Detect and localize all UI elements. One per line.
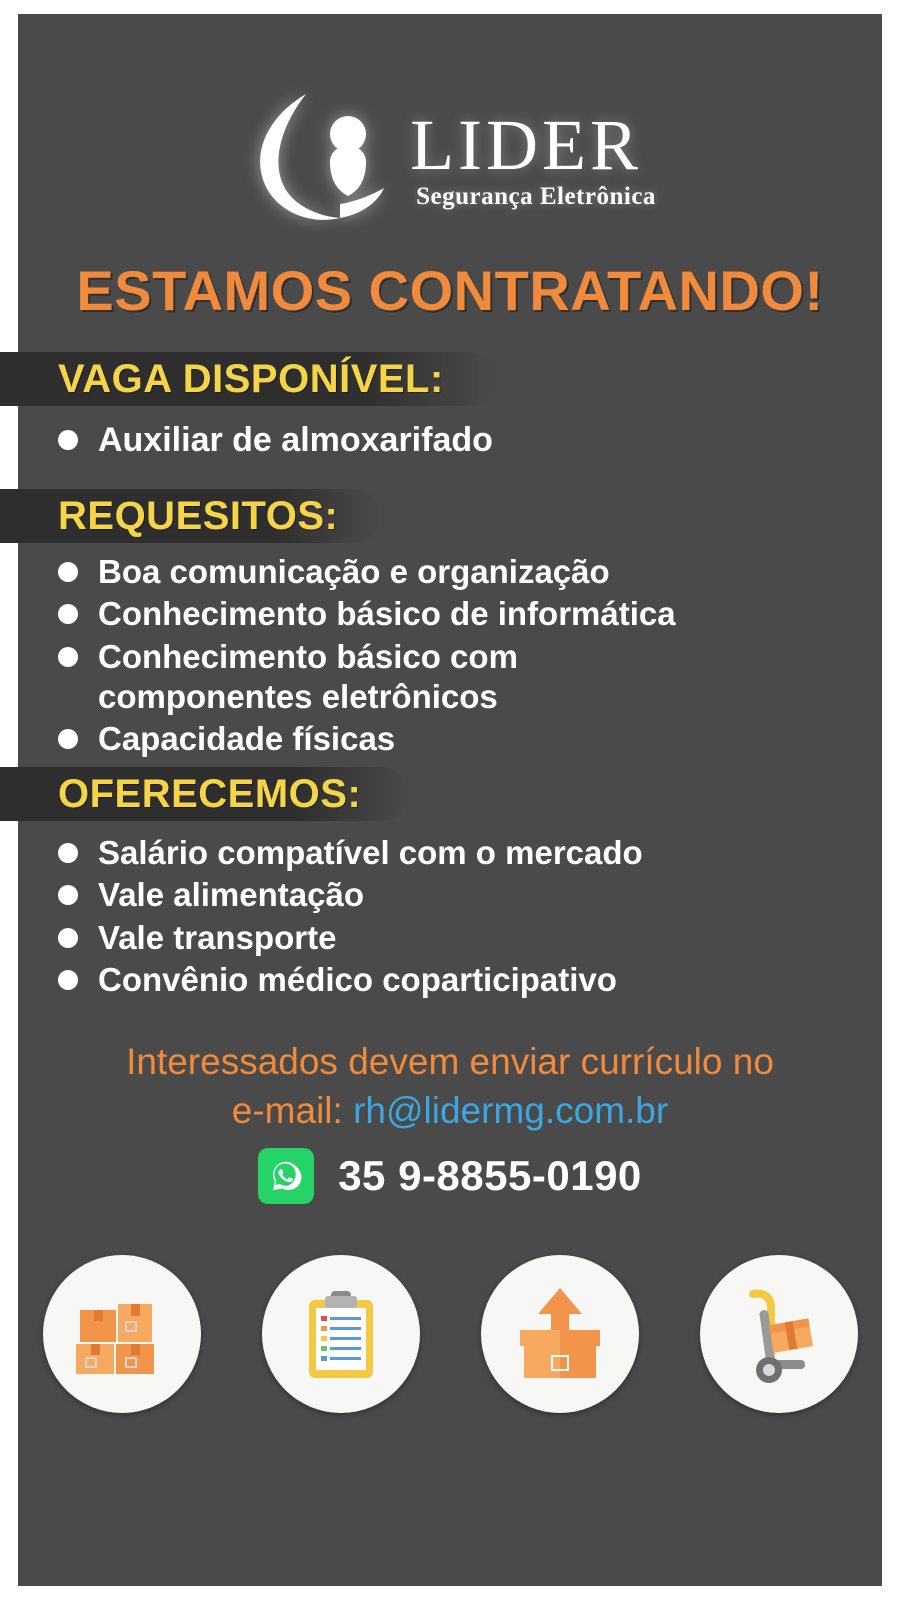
company-logo: [0, 74, 900, 244]
email-address[interactable]: rh@lidermg.com.br: [353, 1089, 669, 1131]
stacked-boxes-icon: [43, 1255, 201, 1413]
top-border: [0, 0, 900, 14]
logo-wordmark: [410, 104, 656, 211]
company-name: LIDER: [410, 104, 643, 185]
footer-icons: [0, 1255, 900, 1413]
list-item: [58, 875, 860, 915]
bottom-border: [0, 1586, 900, 1600]
bullet-icon: [58, 928, 78, 948]
list-item-label: Salário compatível com o mercado: [98, 834, 643, 871]
bullet-icon: [58, 885, 78, 905]
list-item-label: Boa comunicação e organização: [98, 553, 610, 590]
list-item-label: Capacidade físicas: [98, 720, 396, 757]
section-header-vaga: [0, 352, 495, 406]
section-title: REQUESITOS:: [58, 493, 339, 538]
company-tagline: Segurança Eletrônica: [416, 183, 656, 211]
list-item: [58, 833, 860, 873]
section-header-requesitos: [0, 489, 380, 543]
list-item-label: Conhecimento básico com componentes eletrônicos: [98, 637, 518, 715]
phone-row[interactable]: [0, 1148, 900, 1204]
list-vaga: [58, 420, 860, 467]
whatsapp-icon[interactable]: [258, 1148, 314, 1204]
contact-instructions: [40, 1038, 860, 1136]
list-item-label: Vale transporte: [98, 918, 337, 956]
list-item-label: Conhecimento básico de informática: [98, 595, 676, 633]
phone-number[interactable]: 35 9-8855-0190: [338, 1152, 642, 1199]
page-title: ESTAMOS CONTRATANDO!: [76, 259, 824, 322]
list-item: [58, 918, 860, 958]
open-box-arrow-up-icon: [481, 1255, 639, 1413]
list-item-label: Auxiliar de almoxarifado: [98, 421, 493, 459]
bullet-icon: [58, 430, 78, 450]
bullet-icon: [58, 970, 78, 990]
contact-line-1: Interessados devem enviar currículo no: [126, 1041, 774, 1082]
list-oferecemos: [58, 833, 860, 1002]
section-title: VAGA DISPONÍVEL:: [58, 356, 444, 401]
list-item: [58, 637, 860, 718]
list-item: [58, 420, 860, 461]
list-item: [58, 960, 860, 1000]
email-prefix: e-mail:: [231, 1089, 354, 1131]
list-requesitos: [58, 552, 860, 761]
clipboard-checklist-icon: [262, 1255, 420, 1413]
section-header-oferecemos: [0, 767, 408, 821]
bullet-icon: [58, 843, 78, 863]
lider-swoosh-logo: [244, 84, 404, 234]
list-item: [58, 719, 860, 759]
hand-truck-icon: [700, 1255, 858, 1413]
bullet-icon: [58, 604, 78, 624]
list-item-label: Vale alimentação: [98, 876, 364, 914]
section-title: OFERECEMOS:: [58, 771, 362, 816]
bullet-icon: [58, 647, 78, 667]
list-item-label: Convênio médico coparticipativo: [98, 960, 617, 998]
bullet-icon: [58, 562, 78, 582]
bullet-icon: [58, 729, 78, 749]
list-item: [58, 594, 860, 634]
contact-line-2: [40, 1087, 860, 1136]
list-item: [58, 552, 860, 592]
